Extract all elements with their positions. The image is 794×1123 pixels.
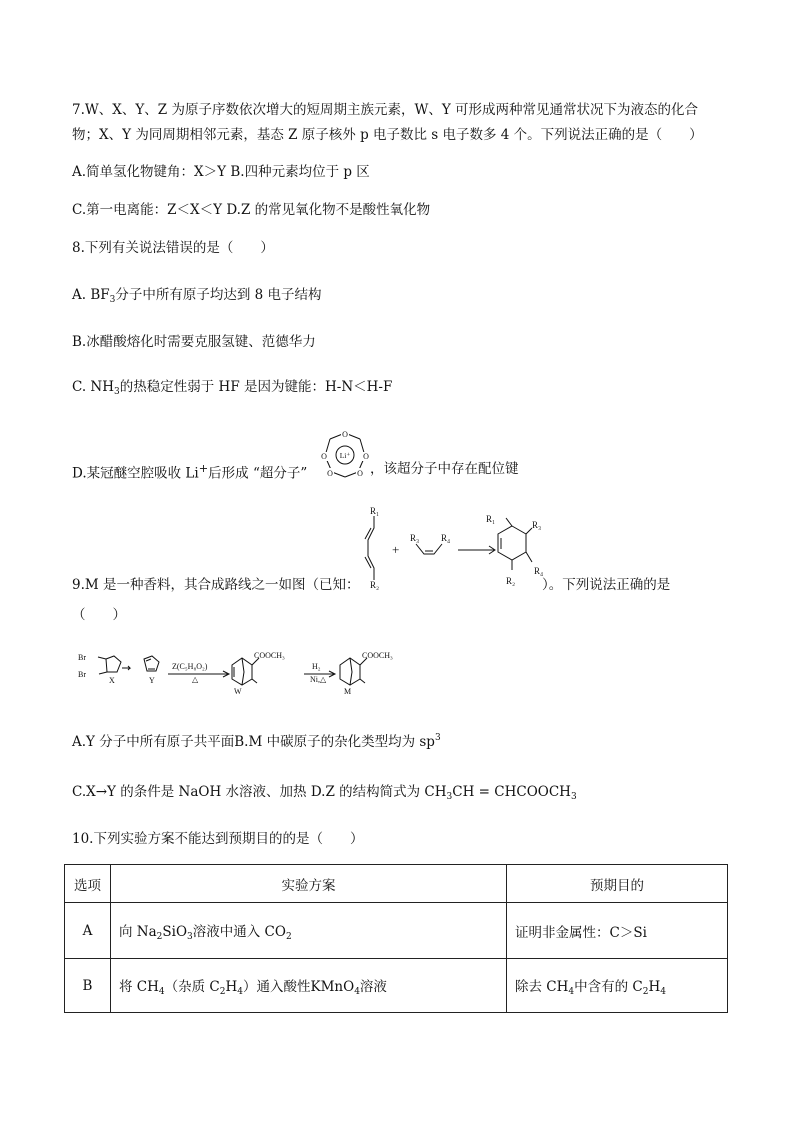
q8-option-d-suffix: ，该超分子中存在配位键 <box>370 461 519 477</box>
da-r1: R₁ <box>370 506 380 516</box>
q8-option-a: A. $BF_3$分子中所有原子均达到 8 电子结构 <box>72 287 322 305</box>
crown-oxygen: O <box>342 430 348 439</box>
row-purpose: 除去 $CH_4$中含有的 $C_2H_4$ <box>507 959 728 1013</box>
crown-oxygen: O <box>327 469 333 478</box>
table-row <box>65 903 728 959</box>
route-ester-m: COOCH₃ <box>362 651 393 660</box>
product-r1: R₁ <box>486 514 496 524</box>
route-label-x: X <box>109 676 115 685</box>
q7-option-cd: C.第一电离能：Z＜X＜Y D.Z 的常见氧化物不是酸性氧化物 <box>72 202 431 218</box>
route-cond-h2: H₂ <box>312 662 321 671</box>
crown-ether-structure <box>316 426 374 482</box>
route-cond-ni: Ni,△ <box>310 675 327 684</box>
q7-option-ab: A.简单氢化物键角：X＞Y B.四种元素均位于 p 区 <box>72 164 370 180</box>
lithium-ion-label: Li⁺ <box>339 451 351 460</box>
crown-oxygen: O <box>321 452 327 461</box>
row-purpose: 证明非金属性：C＞Si <box>507 903 728 959</box>
table-row <box>65 959 728 1013</box>
route-label-y: Y <box>149 676 155 685</box>
q9-stem-part2: ）。下列说法正确的是 <box>542 577 671 593</box>
row-plan: 向 $Na_2SiO_3$溶液中通入 $CO_2$ <box>111 903 507 959</box>
route-label-m: M <box>344 687 352 696</box>
route-cond-z: Z(C₅H₈O₂) <box>172 662 208 671</box>
q9-stem-part1: 9.M 是一种香料，其合成路线之一如图（已知： <box>72 577 360 593</box>
crown-oxygen: O <box>357 469 363 478</box>
header-purpose: 预期目的 <box>507 865 728 903</box>
q9-stem-part3: （ ） <box>72 607 126 623</box>
route-cond-heat: △ <box>192 675 199 684</box>
q9-option-cd: C.X→Y 的条件是 NaOH 水溶液、加热 D.Z 的结构简式为 $CH_3CH$ = $CHCOOCH_3$ <box>72 784 577 802</box>
da-r2: R₂ <box>370 580 380 590</box>
table-header-row <box>65 865 728 903</box>
q8-option-d-prefix: D.某冠醚空腔吸收 Li+后形成 “超分子” <box>72 462 308 482</box>
route-ester-w: COOCH₃ <box>254 651 285 660</box>
row-option: B <box>65 959 111 1013</box>
da-r3: R₃ <box>410 533 420 543</box>
product-r4: R₄ <box>534 566 544 576</box>
diels-alder-scheme <box>362 508 542 588</box>
route-br-1: Br <box>78 653 86 662</box>
da-plus: + <box>392 542 400 557</box>
row-option: A <box>65 903 111 959</box>
synthesis-route <box>72 648 412 698</box>
q8-option-b: B.冰醋酸熔化时需要克服氢键、范德华力 <box>72 334 316 350</box>
q8-option-c: C. $NH_3$的热稳定性弱于 HF 是因为键能：H-N＜H-F <box>72 379 393 397</box>
product-r2: R₂ <box>506 576 516 586</box>
da-r4: R₄ <box>441 533 451 543</box>
q9-option-ab: A.Y 分子中所有原子共平面B.M 中碳原子的杂化类型均为 $sp^3$ <box>72 733 441 750</box>
route-label-w: W <box>234 687 242 696</box>
route-br-2: Br <box>78 670 86 679</box>
crown-oxygen: O <box>363 452 369 461</box>
header-option: 选项 <box>65 865 111 903</box>
product-r3: R₃ <box>532 520 542 530</box>
q10-stem: 10.下列实验方案不能达到预期目的的是（ ） <box>72 831 364 847</box>
q7-stem-line2: 物；X、Y 为同周期相邻元素，基态 Z 原子核外 p 电子数比 s 电子数多 4 个。下列说法正确的是（ ） <box>72 127 703 143</box>
row-plan: 将 $CH_4$（杂质 $C_2H_4$）通入酸性KMnO$_4$溶液 <box>111 959 507 1013</box>
experiment-table <box>64 864 728 1013</box>
q7-stem-line1: 7.W、X、Y、Z 为原子序数依次增大的短周期主族元素，W、Y 可形成两种常见通常状况下为液态的化合 <box>72 102 699 118</box>
header-plan: 实验方案 <box>111 865 507 903</box>
q8-stem: 8.下列有关说法错误的是（ ） <box>72 240 274 256</box>
